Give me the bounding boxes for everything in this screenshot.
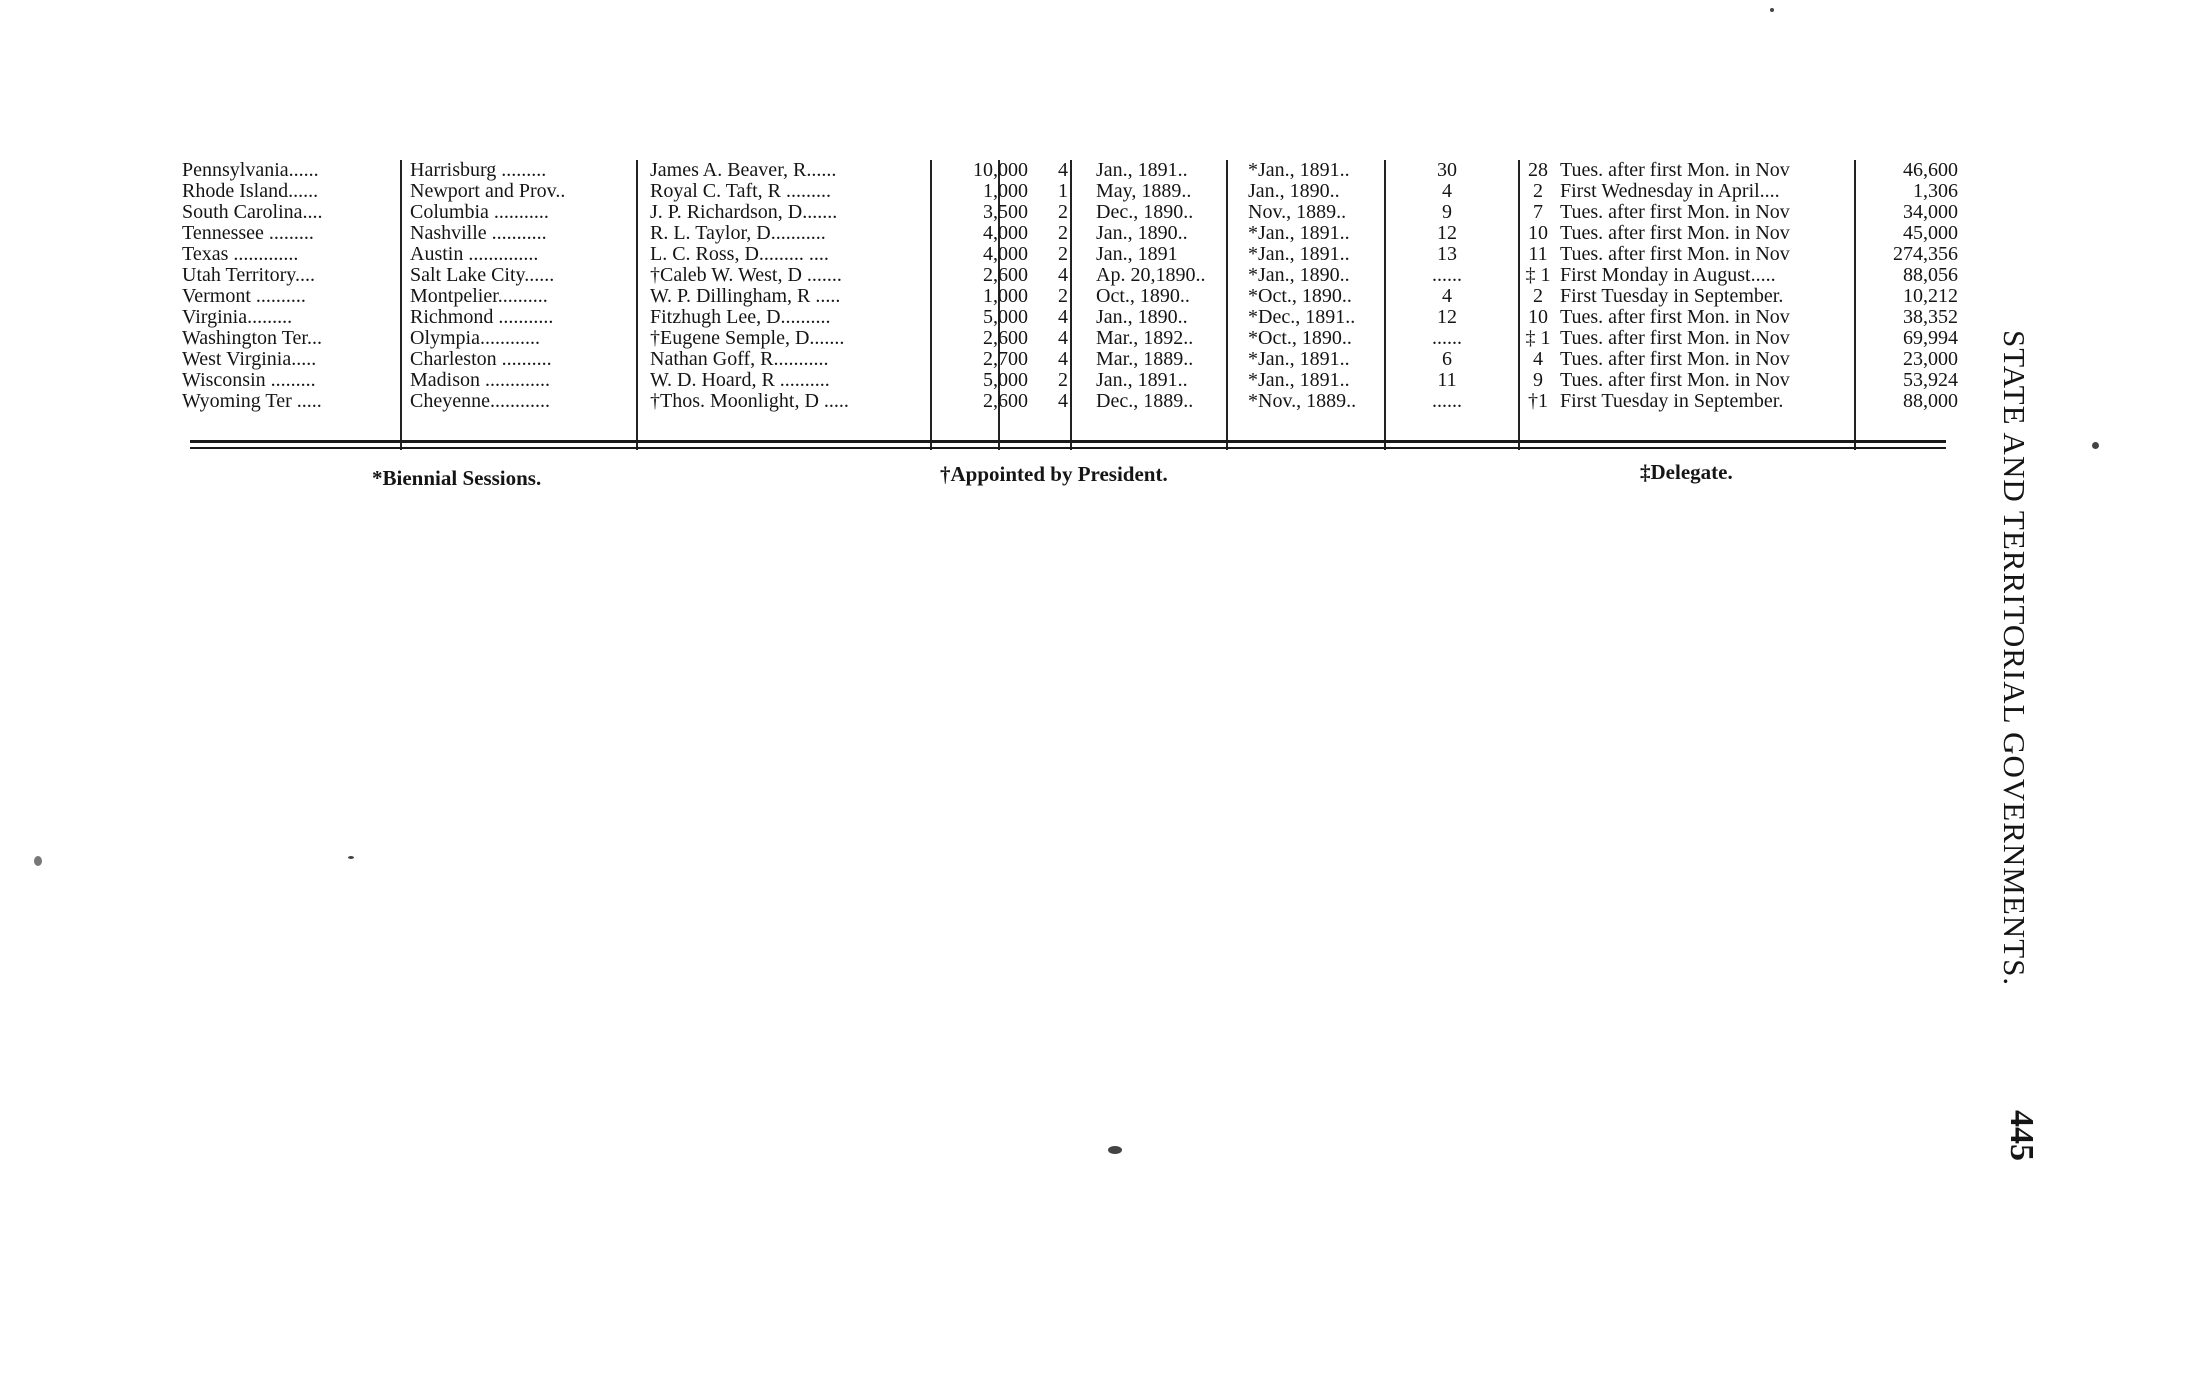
election-day-cell: First Tuesday in September. [1560, 286, 1784, 307]
governor-cell: W. P. Dillingham, R ..... [650, 286, 841, 307]
page-number: 445 [2003, 1110, 2040, 1161]
footnote-biennial: *Biennial Sessions. [372, 466, 542, 490]
term-cell: 4 [1058, 265, 1068, 286]
term-cell: 2 [1058, 370, 1068, 391]
table-row [178, 265, 1958, 286]
elected-cell: May, 1889.. [1096, 181, 1192, 202]
election-day-cell: First Monday in August..... [1560, 265, 1776, 286]
table-row [178, 349, 1958, 370]
term-cell: 4 [1058, 160, 1068, 181]
state-cell: Wyoming Ter ..... [182, 391, 322, 412]
election-day-cell: First Tuesday in September. [1560, 391, 1784, 412]
election-day-cell: First Wednesday in April.... [1560, 181, 1780, 202]
term-cell: 2 [1058, 244, 1068, 265]
session-cell: *Jan., 1891.. [1248, 223, 1350, 244]
senators-cell: 13 [1437, 244, 1457, 265]
vote-cell: 38,352 [1903, 307, 1958, 328]
table-row [178, 370, 1958, 391]
vote-cell: 88,000 [1903, 391, 1958, 412]
reps-cell: 4 [1533, 349, 1543, 370]
vote-cell: 53,924 [1903, 370, 1958, 391]
reps-cell: †1 [1528, 391, 1548, 412]
capital-cell: Austin .............. [410, 244, 539, 265]
table-row [178, 202, 1958, 223]
table-row [178, 223, 1958, 244]
session-cell: *Oct., 1890.. [1248, 286, 1352, 307]
governor-cell: James A. Beaver, R...... [650, 160, 837, 181]
salary-cell: 4,000 [983, 244, 1028, 265]
salary-cell: 5,000 [983, 307, 1028, 328]
session-cell: *Nov., 1889.. [1248, 391, 1357, 412]
elected-cell: Jan., 1890.. [1096, 307, 1188, 328]
governor-cell: R. L. Taylor, D........... [650, 223, 826, 244]
salary-cell: 2,700 [983, 349, 1028, 370]
salary-cell: 5,000 [983, 370, 1028, 391]
capital-cell: Olympia............ [410, 328, 540, 349]
vote-cell: 45,000 [1903, 223, 1958, 244]
scan-speck [348, 856, 354, 859]
session-cell: *Jan., 1891.. [1248, 244, 1350, 265]
state-cell: South Carolina.... [182, 202, 323, 223]
senators-cell: 9 [1442, 202, 1452, 223]
reps-cell: 2 [1533, 181, 1543, 202]
capital-cell: Columbia ........... [410, 202, 549, 223]
elected-cell: Dec., 1889.. [1096, 391, 1194, 412]
senators-cell: 11 [1437, 370, 1457, 391]
reps-cell: 10 [1528, 223, 1548, 244]
governor-cell: †Thos. Moonlight, D ..... [650, 391, 849, 412]
senators-cell: 4 [1442, 181, 1452, 202]
elected-cell: Mar., 1889.. [1096, 349, 1194, 370]
state-cell: Tennessee ......... [182, 223, 314, 244]
vote-cell: 10,212 [1903, 286, 1958, 307]
table-row [178, 286, 1958, 307]
term-cell: 4 [1058, 349, 1068, 370]
salary-cell: 10,000 [973, 160, 1028, 181]
session-cell: *Jan., 1891.. [1248, 370, 1350, 391]
vote-cell: 69,994 [1903, 328, 1958, 349]
table-row [178, 244, 1958, 265]
elected-cell: Dec., 1890.. [1096, 202, 1194, 223]
elected-cell: Ap. 20,1890.. [1096, 265, 1206, 286]
term-cell: 1 [1058, 181, 1068, 202]
session-cell: *Jan., 1891.. [1248, 160, 1350, 181]
scan-speck [1770, 8, 1774, 12]
senators-cell: 12 [1437, 223, 1457, 244]
state-cell: Rhode Island...... [182, 181, 319, 202]
term-cell: 2 [1058, 223, 1068, 244]
scan-speck [34, 856, 42, 866]
term-cell: 2 [1058, 286, 1068, 307]
elected-cell: Jan., 1890.. [1096, 223, 1188, 244]
capital-cell: Nashville ........... [410, 223, 547, 244]
capital-cell: Charleston .......... [410, 349, 552, 370]
governor-cell: W. D. Hoard, R .......... [650, 370, 830, 391]
election-day-cell: Tues. after first Mon. in Nov [1560, 328, 1790, 349]
vote-cell: 88,056 [1903, 265, 1958, 286]
salary-cell: 2,600 [983, 265, 1028, 286]
vote-cell: 46,600 [1903, 160, 1958, 181]
table-row [178, 391, 1958, 412]
reps-cell: 7 [1533, 202, 1543, 223]
vote-cell: 1,306 [1913, 181, 1958, 202]
table-bottom-rule [190, 440, 1946, 443]
table-row [178, 307, 1958, 328]
session-cell: Jan., 1890.. [1248, 181, 1340, 202]
governor-cell: Fitzhugh Lee, D.......... [650, 307, 831, 328]
elected-cell: Mar., 1892.. [1096, 328, 1194, 349]
reps-cell: ‡ 1 [1525, 265, 1551, 286]
footnote-appointed: †Appointed by President. [940, 462, 1168, 486]
senators-cell: ...... [1432, 265, 1462, 286]
governor-cell: †Caleb W. West, D ....... [650, 265, 842, 286]
session-cell: *Dec., 1891.. [1248, 307, 1356, 328]
session-cell: *Jan., 1891.. [1248, 349, 1350, 370]
state-cell: Virginia......... [182, 307, 293, 328]
capital-cell: Montpelier.......... [410, 286, 548, 307]
elected-cell: Jan., 1891.. [1096, 370, 1188, 391]
vote-cell: 274,356 [1893, 244, 1958, 265]
term-cell: 4 [1058, 391, 1068, 412]
salary-cell: 4,000 [983, 223, 1028, 244]
scan-speck [2092, 442, 2099, 449]
governor-cell: L. C. Ross, D......... .... [650, 244, 829, 265]
salary-cell: 2,600 [983, 328, 1028, 349]
session-cell: *Oct., 1890.. [1248, 328, 1352, 349]
vote-cell: 34,000 [1903, 202, 1958, 223]
election-day-cell: Tues. after first Mon. in Nov [1560, 349, 1790, 370]
reps-cell: 28 [1528, 160, 1548, 181]
senators-cell: 12 [1437, 307, 1457, 328]
salary-cell: 2,600 [983, 391, 1028, 412]
running-title: STATE AND TERRITORIAL GOVERNMENTS. [1997, 330, 2032, 987]
reps-cell: 11 [1528, 244, 1548, 265]
governor-cell: J. P. Richardson, D....... [650, 202, 838, 223]
governor-cell: †Eugene Semple, D....... [650, 328, 845, 349]
capital-cell: Madison ............. [410, 370, 550, 391]
state-cell: Washington Ter... [182, 328, 322, 349]
capital-cell: Richmond ........... [410, 307, 554, 328]
reps-cell: 10 [1528, 307, 1548, 328]
election-day-cell: Tues. after first Mon. in Nov [1560, 160, 1790, 181]
capital-cell: Salt Lake City...... [410, 265, 555, 286]
senators-cell: 6 [1442, 349, 1452, 370]
state-cell: Utah Territory.... [182, 265, 316, 286]
election-day-cell: Tues. after first Mon. in Nov [1560, 370, 1790, 391]
salary-cell: 1,000 [983, 181, 1028, 202]
senators-cell: ...... [1432, 328, 1462, 349]
election-day-cell: Tues. after first Mon. in Nov [1560, 307, 1790, 328]
footnote-delegate: ‡Delegate. [1640, 460, 1733, 484]
elected-cell: Oct., 1890.. [1096, 286, 1190, 307]
table-row [178, 160, 1958, 181]
term-cell: 4 [1058, 328, 1068, 349]
elected-cell: Jan., 1891 [1096, 244, 1178, 265]
reps-cell: ‡ 1 [1525, 328, 1551, 349]
capital-cell: Newport and Prov.. [410, 181, 566, 202]
election-day-cell: Tues. after first Mon. in Nov [1560, 244, 1790, 265]
scan-speck [1108, 1146, 1122, 1154]
elected-cell: Jan., 1891.. [1096, 160, 1188, 181]
table-row [178, 328, 1958, 349]
salary-cell: 3,500 [983, 202, 1028, 223]
vote-cell: 23,000 [1903, 349, 1958, 370]
governor-cell: Nathan Goff, R........... [650, 349, 829, 370]
term-cell: 4 [1058, 307, 1068, 328]
governor-cell: Royal C. Taft, R ......... [650, 181, 832, 202]
election-day-cell: Tues. after first Mon. in Nov [1560, 202, 1790, 223]
reps-cell: 9 [1533, 370, 1543, 391]
term-cell: 2 [1058, 202, 1068, 223]
capital-cell: Cheyenne............ [410, 391, 550, 412]
senators-cell: 30 [1437, 160, 1457, 181]
election-day-cell: Tues. after first Mon. in Nov [1560, 223, 1790, 244]
senators-cell: ...... [1432, 391, 1462, 412]
session-cell: Nov., 1889.. [1248, 202, 1347, 223]
capital-cell: Harrisburg ......... [410, 160, 547, 181]
table-row [178, 181, 1958, 202]
salary-cell: 1,000 [983, 286, 1028, 307]
senators-cell: 4 [1442, 286, 1452, 307]
state-cell: Pennsylvania...... [182, 160, 319, 181]
table-bottom-rule [190, 447, 1946, 449]
state-cell: Vermont .......... [182, 286, 306, 307]
state-cell: Texas ............. [182, 244, 299, 265]
state-cell: Wisconsin ......... [182, 370, 316, 391]
session-cell: *Jan., 1890.. [1248, 265, 1350, 286]
state-cell: West Virginia..... [182, 349, 317, 370]
reps-cell: 2 [1533, 286, 1543, 307]
